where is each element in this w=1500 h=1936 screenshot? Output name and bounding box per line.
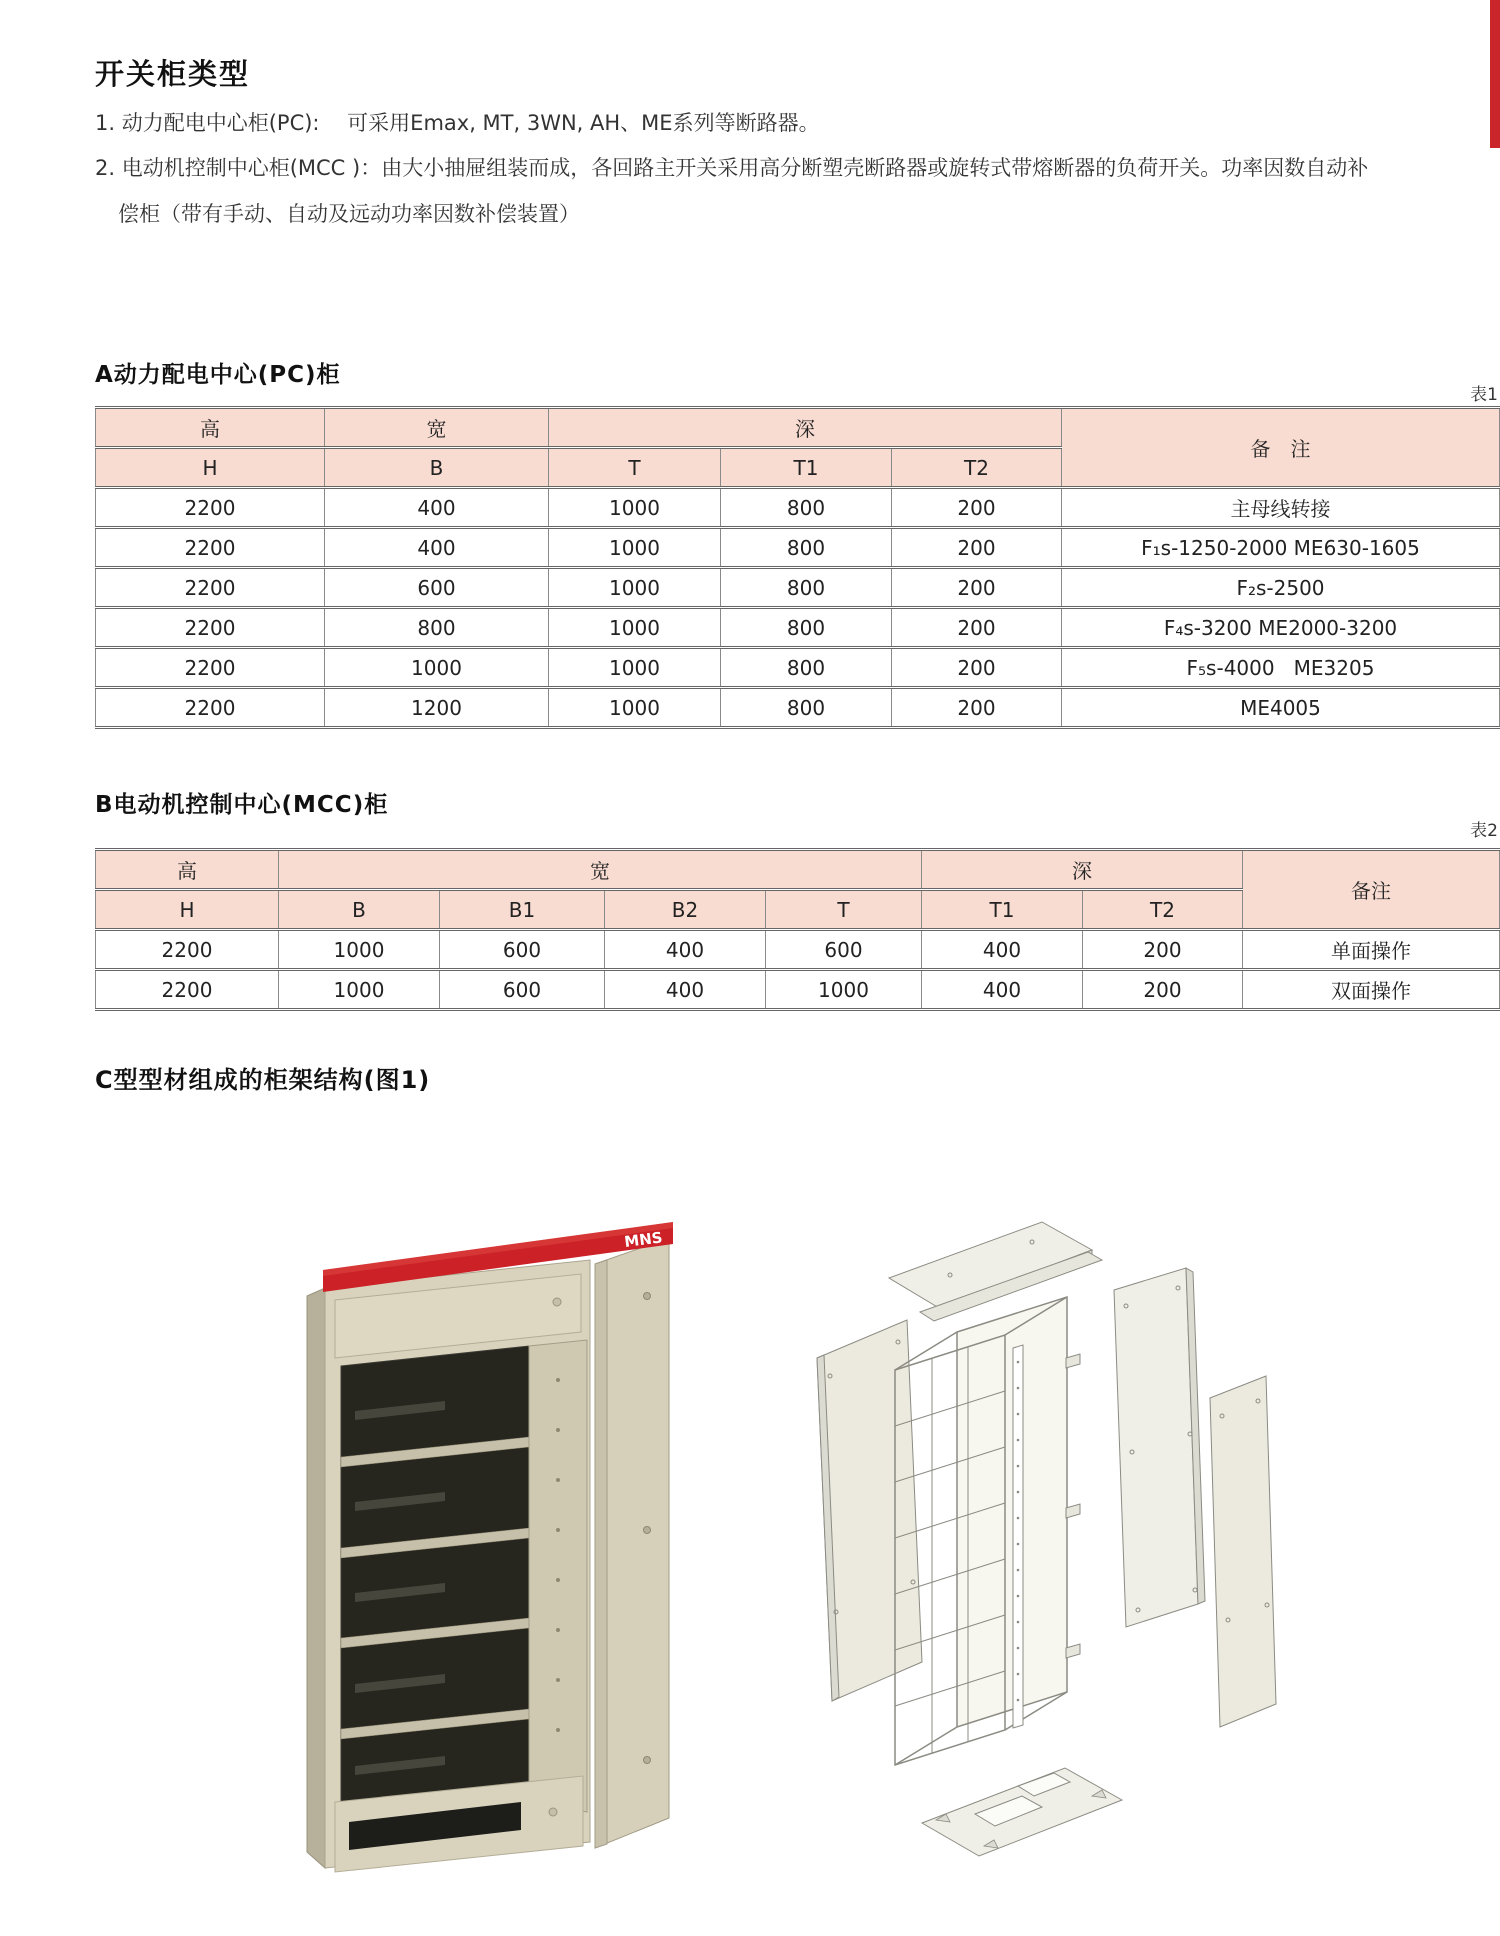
table-cell: 400 xyxy=(325,528,549,568)
col-subheader-T1: T1 xyxy=(721,448,892,488)
table-cell: 2200 xyxy=(96,648,325,688)
cabinet-door xyxy=(595,1238,669,1848)
section-a-heading: A动力配电中心(PC)柜 xyxy=(95,362,341,388)
table-cell: 400 xyxy=(922,970,1083,1010)
cabinet-brand-label: MNS xyxy=(623,1228,664,1251)
table-cell: F₄s-3200 ME2000-3200 xyxy=(1062,608,1500,648)
table-cell: 800 xyxy=(721,568,892,608)
table-row xyxy=(96,688,1500,728)
table-row xyxy=(96,930,1500,970)
table-cell: 200 xyxy=(892,528,1062,568)
table-cell: 1000 xyxy=(549,528,721,568)
table-cell: 400 xyxy=(605,930,766,970)
table-cell: 800 xyxy=(721,528,892,568)
page-corner-accent xyxy=(1490,0,1500,148)
table-cell: 2200 xyxy=(96,688,325,728)
col-header-width: 宽 xyxy=(325,408,549,448)
table-cell: 600 xyxy=(440,930,605,970)
table-cell: 600 xyxy=(325,568,549,608)
table-header-row xyxy=(96,408,1500,448)
intro-item-2-line-1: 2. 电动机控制中心柜(MCC )：由大小抽屉组装而成，各回路主开关采用高分断塑壳断路器或旋转式带熔断器的负荷开关。功率因数自动补 xyxy=(95,156,1369,180)
col-subheader-T1: T1 xyxy=(922,890,1083,930)
col-header-note: 备注 xyxy=(1243,850,1500,930)
table-cell: 1000 xyxy=(766,970,922,1010)
rear-panel xyxy=(1114,1268,1205,1627)
col-subheader-B2: B2 xyxy=(605,890,766,930)
table-cell: F₂s-2500 xyxy=(1062,568,1500,608)
table-cell: F₁s-1250-2000 ME630-1605 xyxy=(1062,528,1500,568)
table-cell: 主母线转接 xyxy=(1062,488,1500,528)
table-row xyxy=(96,970,1500,1010)
intro-item-2-line-2: 偿柜（带有手动、自动及远动功率因数补偿装置） xyxy=(118,202,580,226)
table-row xyxy=(96,608,1500,648)
cabinet-body xyxy=(307,1260,590,1872)
page-title: 开关柜类型 xyxy=(95,57,251,91)
table-cell: 2200 xyxy=(96,568,325,608)
left-side-panel xyxy=(817,1320,922,1701)
col-subheader-T: T xyxy=(549,448,721,488)
table-cell: 200 xyxy=(892,688,1062,728)
col-subheader-B1: B1 xyxy=(440,890,605,930)
table-cell: F₅s-4000 ME3205 xyxy=(1062,648,1500,688)
table-cell: 2200 xyxy=(96,528,325,568)
right-side-panel xyxy=(1210,1376,1276,1727)
table-cell: 200 xyxy=(892,568,1062,608)
table-cell: 600 xyxy=(766,930,922,970)
col-subheader-T2: T2 xyxy=(1083,890,1243,930)
table-pc xyxy=(95,406,1500,729)
table-cell: 200 xyxy=(892,608,1062,648)
table-row xyxy=(96,648,1500,688)
col-subheader-B: B xyxy=(279,890,440,930)
table-cell: 单面操作 xyxy=(1243,930,1500,970)
table-cell: 1000 xyxy=(549,608,721,648)
top-cover-panel xyxy=(889,1222,1102,1321)
col-header-depth: 深 xyxy=(549,408,1062,448)
table-cell: 200 xyxy=(1083,930,1243,970)
intro-item-1: 1. 动力配电中心柜(PC): 可采用Emax, MT, 3WN, AH、ME系列等断路器。 xyxy=(95,111,820,135)
col-header-width: 宽 xyxy=(279,850,922,890)
table-row xyxy=(96,528,1500,568)
table-cell: 1000 xyxy=(549,648,721,688)
table-row xyxy=(96,568,1500,608)
table-cell: 2200 xyxy=(96,488,325,528)
col-header-height: 高 xyxy=(96,850,279,890)
table-header-row xyxy=(96,850,1500,890)
table-cell: 1000 xyxy=(279,930,440,970)
table-cell: 200 xyxy=(892,648,1062,688)
table-cell: 400 xyxy=(922,930,1083,970)
table-cell: 800 xyxy=(325,608,549,648)
table-cell: 200 xyxy=(892,488,1062,528)
cabinet-frame xyxy=(895,1297,1080,1765)
table2-tag: 表2 xyxy=(1470,821,1498,841)
col-subheader-B: B xyxy=(325,448,549,488)
table-cell: 1200 xyxy=(325,688,549,728)
table-cell: 400 xyxy=(605,970,766,1010)
perforated-strip xyxy=(1013,1345,1023,1728)
table-cell: 800 xyxy=(721,608,892,648)
table-cell: 400 xyxy=(325,488,549,528)
table-cell: ME4005 xyxy=(1062,688,1500,728)
table-cell: 800 xyxy=(721,488,892,528)
table-cell: 600 xyxy=(440,970,605,1010)
table-cell: 1000 xyxy=(549,688,721,728)
table-cell: 1000 xyxy=(279,970,440,1010)
table-cell: 1000 xyxy=(325,648,549,688)
col-subheader-T2: T2 xyxy=(892,448,1062,488)
table-cell: 1000 xyxy=(549,488,721,528)
table-cell: 800 xyxy=(721,688,892,728)
bottom-plate xyxy=(922,1768,1122,1856)
table-cell: 1000 xyxy=(549,568,721,608)
section-b-heading: B电动机控制中心(MCC)柜 xyxy=(95,792,389,818)
col-subheader-T: T xyxy=(766,890,922,930)
col-header-depth: 深 xyxy=(922,850,1243,890)
cabinet-photo xyxy=(295,1200,695,1900)
table-cell: 2200 xyxy=(96,930,279,970)
cable-compartment xyxy=(529,1340,587,1812)
col-subheader-H: H xyxy=(96,448,325,488)
col-header-note: 备 注 xyxy=(1062,408,1500,488)
table-cell: 200 xyxy=(1083,970,1243,1010)
table1-tag: 表1 xyxy=(1470,385,1498,405)
exploded-diagram xyxy=(770,1180,1310,1900)
col-header-height: 高 xyxy=(96,408,325,448)
section-c-heading: C型型材组成的柜架结构(图1) xyxy=(95,1066,431,1094)
col-subheader-H: H xyxy=(96,890,279,930)
table-cell: 2200 xyxy=(96,970,279,1010)
table-mcc xyxy=(95,848,1500,1011)
table-cell: 800 xyxy=(721,648,892,688)
table-cell: 双面操作 xyxy=(1243,970,1500,1010)
table-row xyxy=(96,488,1500,528)
table-cell: 2200 xyxy=(96,608,325,648)
